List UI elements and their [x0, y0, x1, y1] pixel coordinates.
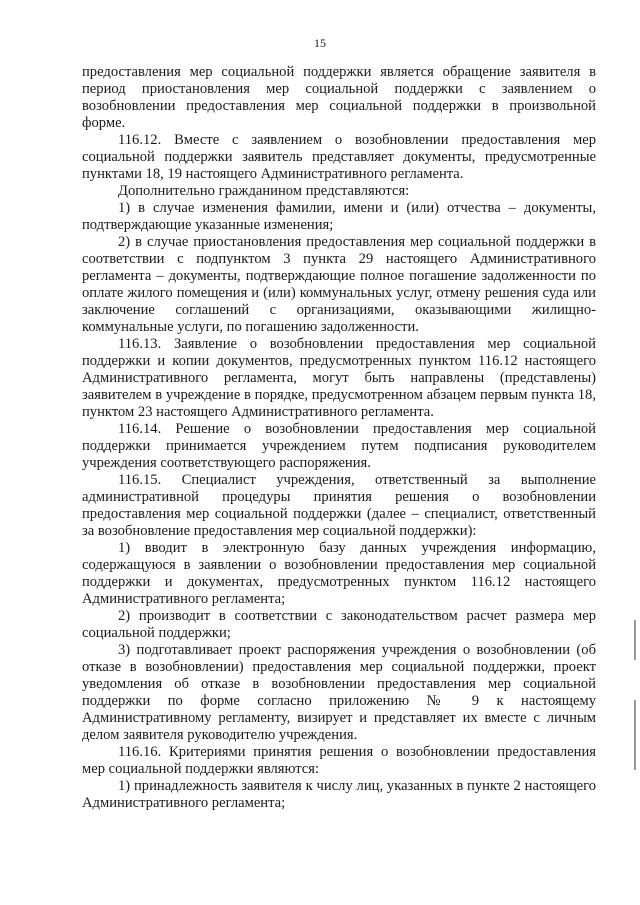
- paragraph: предоставления мер социальной поддержки является обращение заявителя в период приостановления мер социальной поддержки с заявлением о возобновлении предоставления мер социальной поддержки в произвольной форме.: [82, 64, 596, 131]
- document-body: [82, 64, 596, 812]
- page-number: 15: [314, 36, 326, 50]
- paragraph: 116.13. Заявление о возобновлении предоставления мер социальной поддержки и копии документов, предусмотренных пунктом 116.12 настоящего Административного регламента, могут быть направлены (представлены) заявителем в учреждение в порядке, предусмотренном абзацем первым пункта 18, пунктом 23 настоящего Административного регламента.: [82, 336, 596, 420]
- paragraph: 116.14. Решение о возобновлении предоставления мер социальной поддержки принимается учреждением путем подписания руководителем учреждения соответствующего распоряжения.: [82, 421, 596, 471]
- scan-edge-mark: [634, 700, 636, 770]
- paragraph: 3) подготавливает проект распоряжения учреждения о возобновлении (об отказе в возобновлении) предоставления мер социальной поддержки, проект уведомления об отказе в возобновлении предоставления мер социальной поддержки по форме согласно приложению № 9 к настоящему Административному регламенту, визирует и представляет их вместе с личным делом заявителя руководителю учреждения.: [82, 642, 596, 743]
- scan-edge-mark: [634, 620, 636, 660]
- paragraph: 2) производит в соответствии с законодательством расчет размера мер социальной поддержки;: [82, 608, 596, 641]
- paragraph: 1) в случае изменения фамилии, имени и (или) отчества – документы, подтверждающие указанные изменения;: [82, 200, 596, 233]
- paragraph: 1) принадлежность заявителя к числу лиц, указанных в пункте 2 настоящего Административного регламента;: [82, 778, 596, 811]
- paragraph: 1) вводит в электронную базу данных учреждения информацию, содержащуюся в заявлении о возобновлении предоставления мер социальной поддержки и документах, предусмотренных пунктом 116.12 настоящего Административного регламента;: [82, 540, 596, 607]
- paragraph: Дополнительно гражданином представляются:: [118, 183, 410, 199]
- paragraph: 116.15. Специалист учреждения, ответственный за выполнение административной процедуры принятия решения о возобновлении предоставления мер социальной поддержки (далее – специалист, ответственный за возобновление предоставления мер социальной поддержки):: [82, 472, 596, 539]
- paragraph: 116.16. Критериями принятия решения о возобновлении предоставления мер социальной поддержки являются:: [82, 744, 596, 777]
- paragraph: 2) в случае приостановления предоставления мер социальной поддержки в соответствии с подпунктом 3 пункта 29 настоящего Административного регламента – документы, подтверждающие полное погашение задолженности по оплате жилого помещения и (или) коммунальных услуг, отмену решения суда или заключение соглашений с организациями, оказывающими жилищно-коммунальные услуги, по погашению задолженности.: [82, 234, 596, 335]
- paragraph: 116.12. Вместе с заявлением о возобновлении предоставления мер социальной поддержки заявитель представляет документы, предусмотренные пунктами 18, 19 настоящего Административного регламента.: [82, 132, 596, 182]
